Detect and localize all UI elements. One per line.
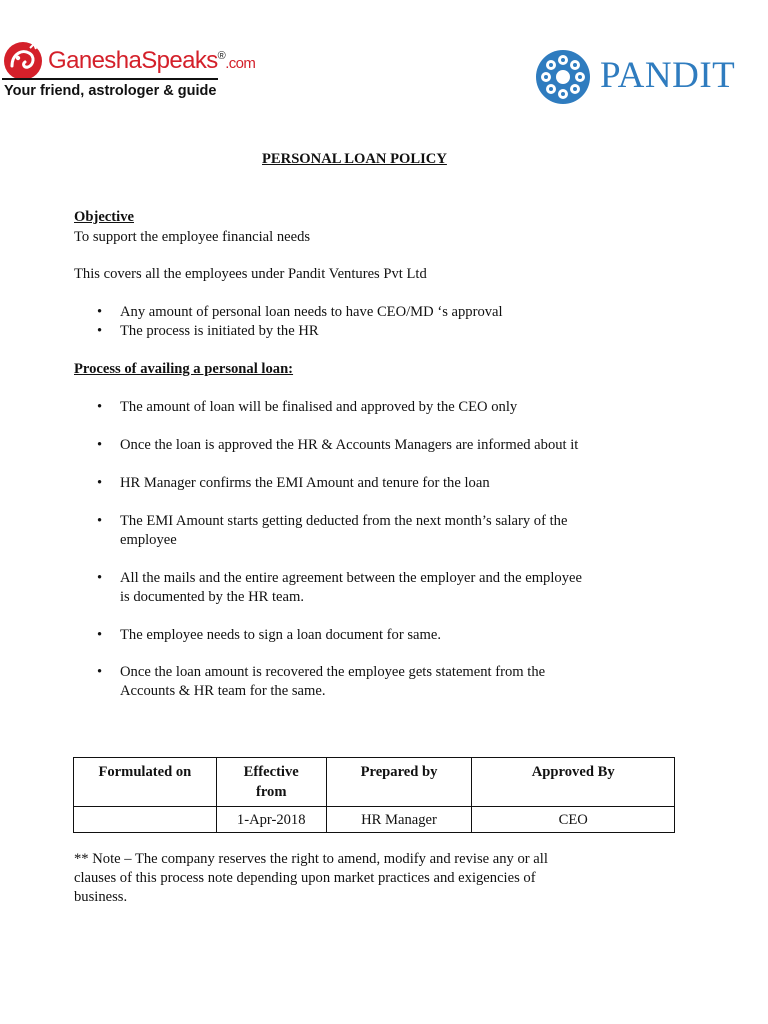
bullet-icon: • xyxy=(97,323,103,339)
bullet-icon: • xyxy=(97,475,103,491)
process-bullet: Once the loan amount is recovered the employee gets statement from the xyxy=(120,664,546,680)
process-bullet: The EMI Amount starts getting deducted from the next month’s salary of the xyxy=(120,513,568,529)
process-bullet: HR Manager confirms the EMI Amount and tenure for the loan xyxy=(120,475,490,491)
process-bullet: All the mails and the entire agreement between the employer and the employee xyxy=(120,570,582,586)
note-line: clauses of this process note depending upon market practices and exigencies of xyxy=(74,870,536,886)
coverage-text: This covers all the employees under Pandit Ventures Pvt Ltd xyxy=(74,266,427,282)
ganeshaspeaks-wordmark: GaneshaSpeaks®.com xyxy=(48,47,256,74)
page-title: PERSONAL LOAN POLICY xyxy=(262,151,447,167)
pandit-wordmark: PANDIT xyxy=(600,55,736,96)
bullet-icon: • xyxy=(97,570,103,586)
ganeshaspeaks-tagline: Your friend, astrologer & guide xyxy=(4,83,217,99)
process-heading: Process of availing a personal loan: xyxy=(74,361,294,377)
process-bullet: The amount of loan will be finalised and approved by the CEO only xyxy=(120,399,518,415)
ganesha-emblem-icon xyxy=(2,40,46,82)
pandit-logo xyxy=(534,48,764,108)
cell-approved-by: CEO xyxy=(472,807,675,833)
process-bullet-continuation: Accounts & HR team for the same. xyxy=(120,683,326,699)
bullet-icon: • xyxy=(97,627,103,643)
cell-prepared-by: HR Manager xyxy=(326,807,472,833)
bullet-icon: • xyxy=(97,304,103,320)
note-line: ** Note – The company reserves the right to amend, modify and revise any or all xyxy=(74,851,548,867)
note-line: business. xyxy=(74,889,128,905)
bullet-icon: • xyxy=(97,437,103,453)
bullet-icon: • xyxy=(97,513,103,529)
table-header-row xyxy=(74,758,675,807)
table-row xyxy=(74,807,675,833)
logo-divider xyxy=(2,78,218,80)
bullet-icon: • xyxy=(97,399,103,415)
approval-table xyxy=(73,757,675,833)
objective-text: To support the employee financial needs xyxy=(74,229,311,245)
cell-formulated-on xyxy=(74,807,217,833)
intro-bullet: The process is initiated by the HR xyxy=(120,323,319,339)
header-approved-by: Approved By xyxy=(472,758,675,807)
objective-heading: Objective xyxy=(74,209,134,225)
process-bullet-continuation: is documented by the HR team. xyxy=(120,589,305,605)
header-formulated-on: Formulated on xyxy=(74,758,217,807)
process-bullet: Once the loan is approved the HR & Accounts Managers are informed about it xyxy=(120,437,579,453)
header-effective-from: Effective from xyxy=(216,758,326,807)
pandit-emblem-icon xyxy=(534,48,592,106)
header-prepared-by: Prepared by xyxy=(326,758,472,807)
ganeshaspeaks-logo xyxy=(2,36,256,102)
cell-effective-from: 1-Apr-2018 xyxy=(216,807,326,833)
process-bullet-continuation: employee xyxy=(120,532,177,548)
process-bullet: The employee needs to sign a loan document for same. xyxy=(120,627,441,643)
bullet-icon: • xyxy=(97,664,103,680)
intro-bullet: Any amount of personal loan needs to have CEO/MD ‘s approval xyxy=(120,304,503,320)
